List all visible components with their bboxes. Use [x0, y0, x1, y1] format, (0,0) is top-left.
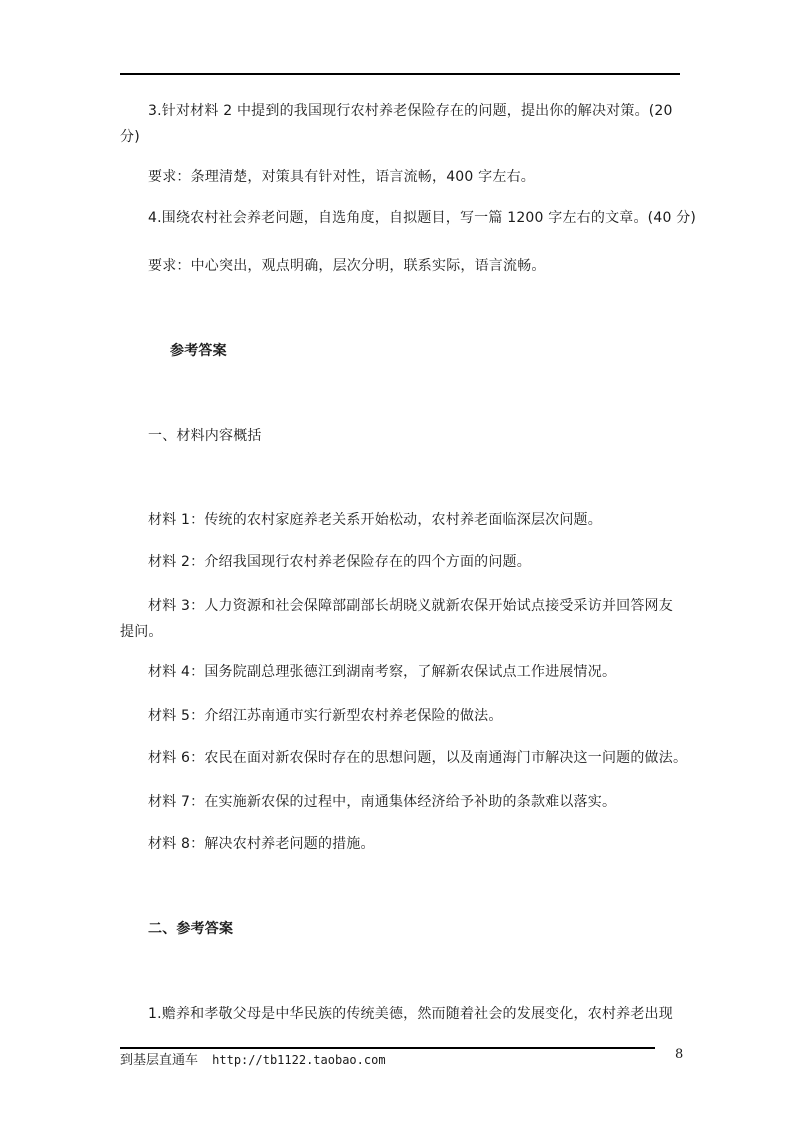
- question-3-line-2: 分): [120, 129, 140, 145]
- section-1-title: 一、材料内容概括: [148, 428, 262, 444]
- page-number: 8: [675, 1047, 684, 1062]
- footer-url: http://tb1122.taobao.com: [212, 1053, 386, 1067]
- material-item-5: 材料 5：介绍江苏南通市实行新型农村养老保险的做法。: [148, 708, 503, 724]
- material-item-8: 材料 8：解决农村养老问题的措施。: [148, 836, 375, 852]
- material-item-3: 材料 3：人力资源和社会保障部副部长胡晓义就新农保开始试点接受采访并回答网友: [148, 598, 673, 614]
- question-4-requirement: 要求：中心突出，观点明确，层次分明，联系实际，语言流畅。: [148, 258, 546, 274]
- material-item-7: 材料 7：在实施新农保的过程中，南通集体经济给予补助的条款难以落实。: [148, 794, 617, 810]
- material-item-6: 材料 6：农民在面对新农保时存在的思想问题，以及南通海门市解决这一问题的做法。: [148, 750, 688, 766]
- material-item-2: 材料 2：介绍我国现行农村养老保险存在的四个方面的问题。: [148, 554, 531, 570]
- answer-1-first-line: 1.赡养和孝敬父母是中华民族的传统美德，然而随着社会的发展变化，农村养老出现: [148, 1006, 673, 1022]
- footer: [120, 1049, 386, 1068]
- answer-heading: 参考答案: [170, 343, 227, 359]
- header-rule: [120, 73, 680, 75]
- material-item-3-continued: 提问。: [120, 624, 163, 640]
- section-2-title: 二、参考答案: [148, 921, 234, 937]
- footer-site-name: 到基层直通车: [120, 1053, 199, 1068]
- question-4: 4.围绕农村社会养老问题，自选角度，自拟题目，写一篇 1200 字左右的文章。(40 分): [148, 210, 697, 226]
- question-3-requirement: 要求：条理清楚，对策具有针对性，语言流畅，400 字左右。: [148, 169, 535, 185]
- material-item-1: 材料 1：传统的农村家庭养老关系开始松动，农村养老面临深层次问题。: [148, 512, 602, 528]
- question-3-line-1: 3.针对材料 2 中提到的我国现行农村养老保险存在的问题，提出你的解决对策。(20: [148, 103, 673, 119]
- material-item-4: 材料 4：国务院副总理张德江到湖南考察，了解新农保试点工作进展情况。: [148, 664, 617, 680]
